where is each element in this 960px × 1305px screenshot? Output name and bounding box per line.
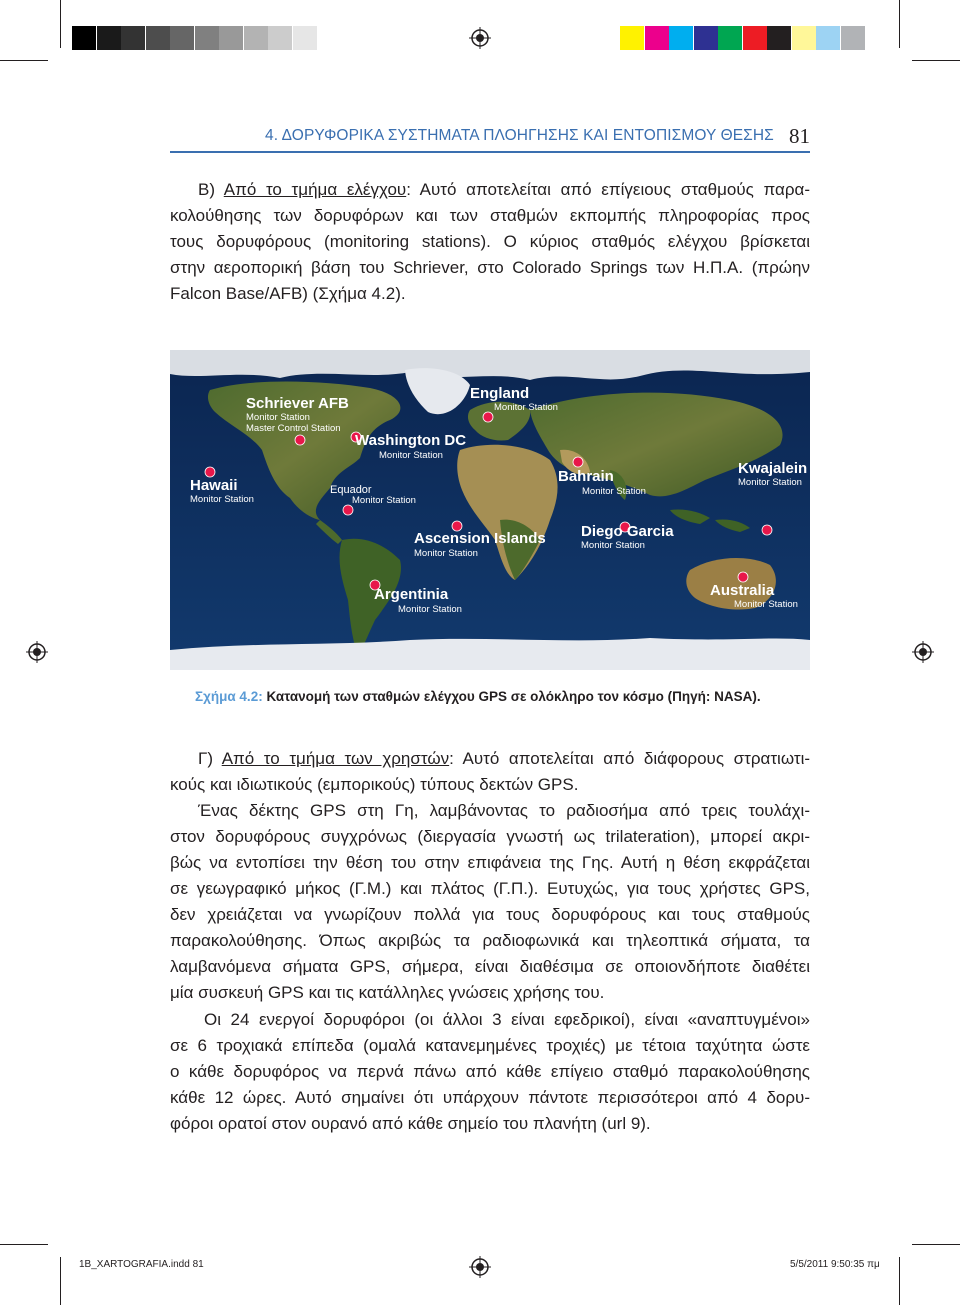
color-swatch	[694, 26, 718, 50]
crop-mark	[0, 60, 48, 61]
station-name: Hawaii	[190, 477, 238, 494]
color-swatch	[620, 26, 644, 50]
item-prefix: Β)	[198, 180, 224, 199]
section-heading: Από το τμήμα ελέγχου	[223, 180, 407, 199]
registration-mark-icon	[469, 1256, 491, 1278]
text-line: φόροι ορατοί στον ουρανό από κάθε σημείο του πλανήτη (url 9).	[170, 1114, 651, 1133]
color-swatch	[718, 26, 742, 50]
text-fragment: : Αυτό αποτελείται από επίγειους σταθμούς παρα-	[406, 180, 810, 199]
station-name: Schriever AFB	[246, 395, 349, 412]
text-line: ο κάθε δορυφόρος να περνά πάνω από κάθε επίγειο σταθμό παρακολούθησης	[170, 1062, 810, 1081]
color-swatch	[816, 26, 840, 50]
paragraph-control-segment	[170, 177, 810, 307]
color-swatch	[669, 26, 693, 50]
station-marker	[343, 505, 353, 515]
item-prefix: Γ)	[198, 749, 222, 768]
text-line: στην αεροπορική βάση του Schriever, στο Colorado Springs των Η.Π.Α. (πρώην	[170, 258, 810, 277]
color-swatch	[170, 26, 194, 50]
text-line: στον δορυφόρους συγχρόνως (διεργασία γνωστή ως trilateration), μπορεί ακρι-	[170, 827, 810, 846]
text-line: σε 6 τροχιακά επίπεδα (ομαλά κατανεμημένες τροχιές) με τέτοια ταχύτητα ώστε	[170, 1036, 810, 1055]
station-type: Monitor Station	[190, 494, 254, 505]
crop-mark	[60, 0, 61, 48]
header-rule	[170, 151, 810, 153]
color-swatch	[293, 26, 317, 50]
text-fragment: : Αυτό αποτελείται από διάφορους στρατιωτι-	[449, 749, 811, 768]
text-line: κολούθησης των δορυφόρων και των σταθμών εκπομπής πληροφορίας προς	[170, 206, 810, 225]
color-swatch	[244, 26, 268, 50]
text-line: κάθε 12 ώρες. Αυτό σημαίνει ότι υπάρχουν πάντοτε περισσότεροι από 4 δορυ-	[170, 1088, 810, 1107]
text-line: Falcon Base/AFB) (Σχήμα 4.2).	[170, 284, 406, 303]
color-swatch	[72, 26, 96, 50]
paragraph-satellites	[170, 1007, 810, 1137]
station-marker	[738, 572, 748, 582]
text-line: μία συσκευή GPS και τις κατάλληλες γνώσεις χρήσης του.	[170, 983, 605, 1002]
color-swatch	[97, 26, 121, 50]
text-line: λαμβανόμενα σήματα GPS, σήμερα, είναι διαθέσιμα σε οποιονδήποτε διαθέτει	[170, 957, 810, 976]
station-marker	[205, 467, 215, 477]
color-swatch	[743, 26, 767, 50]
paragraph-receiver	[170, 798, 810, 1006]
figure-caption-label: Σχήμα 4.2:	[195, 689, 263, 704]
color-swatch	[645, 26, 669, 50]
station-type: Monitor Station	[352, 495, 416, 506]
station-type: Monitor Station	[379, 450, 443, 461]
text-line: κούς και ιδιωτικούς (εμπορικούς) τύπους δεκτών GPS.	[170, 775, 579, 794]
station-type: Monitor Station	[738, 477, 802, 488]
color-swatch	[195, 26, 219, 50]
station-label-kwajalein	[738, 460, 807, 488]
crop-mark	[0, 1244, 48, 1245]
text-line: Ένας δέκτης GPS στη Γη, λαμβάνοντας το ραδιοσήμα από τρεις τουλάχι-	[198, 801, 810, 820]
crop-mark	[899, 1257, 900, 1305]
registration-mark-icon	[469, 27, 491, 49]
text-line: δεν χρειάζεται να γνωρίζουν πολλά για τους δορυφόρους και τους σταθμούς	[170, 905, 810, 924]
station-marker	[483, 412, 493, 422]
crop-mark	[912, 1244, 960, 1245]
text-line: βώς να εντοπίσει την θέση του στην επιφάνεια της Γης. Αυτή η θέση εκφράζεται	[170, 853, 810, 872]
station-type: Monitor Station	[398, 604, 462, 615]
figure-caption	[195, 689, 761, 704]
running-header-title: 4. ΔΟΡΥΦΟΡΙΚΑ ΣΥΣΤΗΜΑΤΑ ΠΛΟΗΓΗΣΗΣ ΚΑΙ ΕΝΤΟΠΙΣΜΟΥ ΘΕΣΗΣ	[265, 127, 774, 144]
station-name: Diego Garcia	[581, 523, 674, 540]
station-type: Monitor Station	[414, 548, 478, 559]
registration-mark-icon	[26, 641, 48, 663]
station-name: England	[470, 385, 530, 402]
crop-mark	[60, 1257, 61, 1305]
station-name: Washington DC	[355, 432, 467, 449]
page-number: 81	[789, 124, 810, 148]
station-name: Argentinia	[374, 586, 449, 603]
text-line: παρακολούθησης. Όπως ακριβώς τα ραδιοφωνικά και τηλεοπτικά σήματα, τα	[170, 931, 810, 950]
color-swatch	[219, 26, 243, 50]
station-name: Equador	[330, 484, 372, 496]
station-marker	[295, 435, 305, 445]
station-name: Ascension Islands	[414, 530, 546, 547]
station-name: Australia	[710, 582, 775, 599]
gps-stations-world-map	[170, 350, 810, 670]
station-type: Monitor Station	[494, 402, 558, 413]
color-swatch	[268, 26, 292, 50]
station-type: Master Control Station	[246, 423, 341, 434]
text-line: Οι 24 ενεργοί δορυφόροι (οι άλλοι 3 είναι εφεδρικοί), είναι «αναπτυγμένοι»	[204, 1010, 810, 1029]
text-line: σε γεωγραφικό μήκος (Γ.Μ.) και πλάτος (Γ.Π.). Ευτυχώς, για τους χρήστες GPS,	[170, 879, 810, 898]
station-name: Bahrain	[558, 468, 614, 485]
slug-filename: 1B_XARTOGRAFIA.indd 81	[79, 1259, 204, 1270]
figure-caption-text: Κατανομή των σταθμών ελέγχου GPS σε ολόκληρο τον κόσμο (Πηγή: NASA).	[262, 689, 761, 704]
color-swatch	[792, 26, 816, 50]
color-swatch	[121, 26, 145, 50]
station-type: Monitor Station	[581, 540, 645, 551]
slug-datetime: 5/5/2011 9:50:35 πμ	[790, 1259, 880, 1270]
text-line	[170, 177, 810, 203]
text-line	[170, 746, 810, 772]
station-marker	[762, 525, 772, 535]
station-type: Monitor Station	[246, 412, 310, 423]
color-swatch	[767, 26, 791, 50]
station-type: Monitor Station	[582, 486, 646, 497]
crop-mark	[912, 60, 960, 61]
world-map-image	[170, 350, 810, 670]
text-line: τους δορυφόρους (monitoring stations). Ο κύριος σταθμός ελέγχου βρίσκεται	[170, 232, 810, 251]
color-swatch	[146, 26, 170, 50]
station-type: Monitor Station	[734, 599, 798, 610]
station-marker	[573, 457, 583, 467]
crop-mark	[899, 0, 900, 48]
station-name: Kwajalein	[738, 460, 808, 477]
paragraph-user-segment	[170, 746, 810, 798]
color-swatch	[841, 26, 865, 50]
registration-mark-icon	[912, 641, 934, 663]
section-heading: Από το τμήμα των χρηστών	[221, 749, 450, 768]
